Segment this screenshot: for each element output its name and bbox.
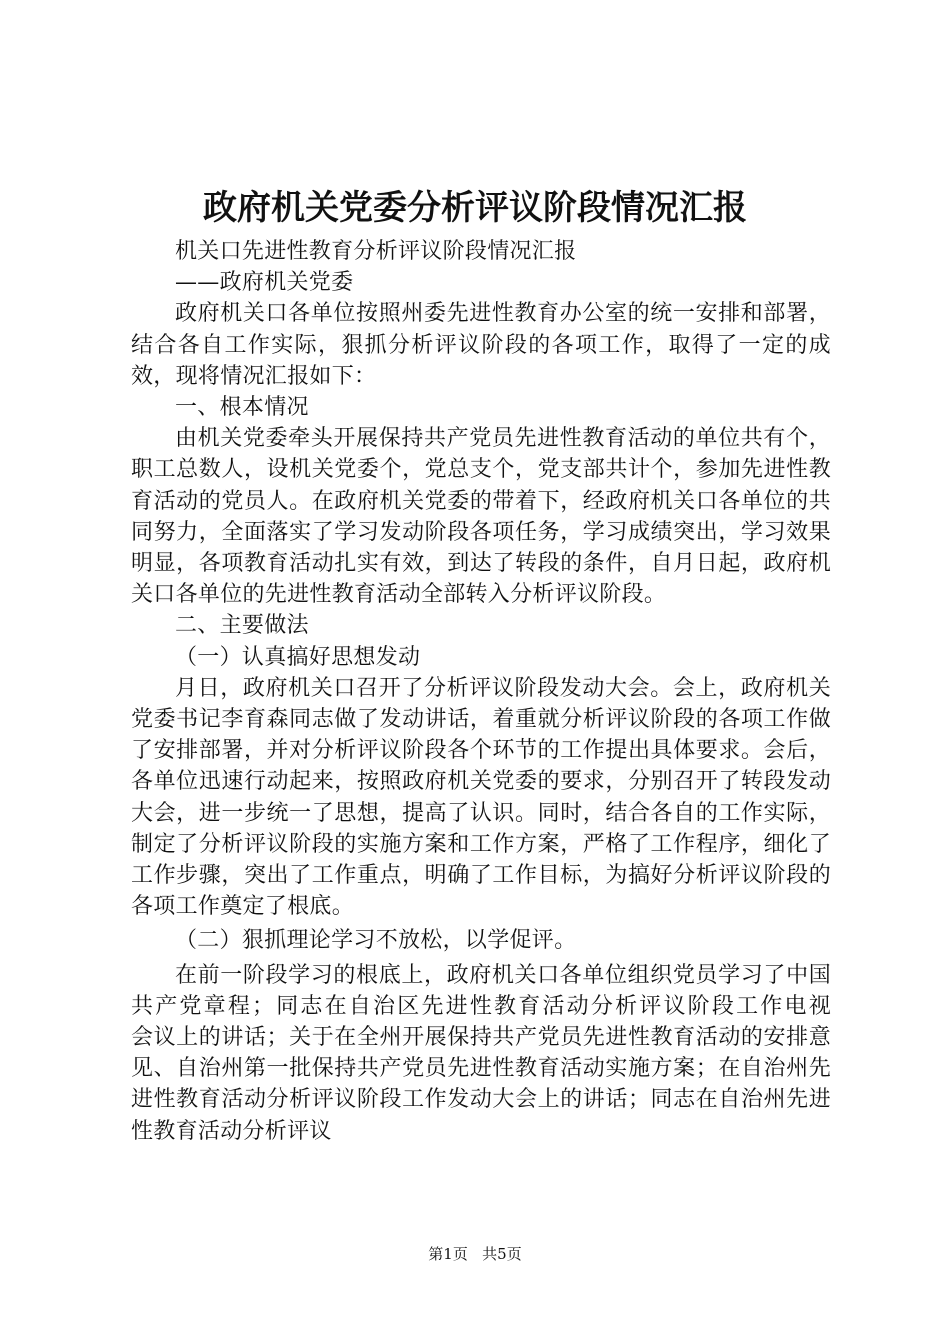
subtitle-paragraph: 机关口先进性教育分析评议阶段情况汇报 (175, 239, 577, 264)
section-heading-basic: 一、根本情况 (175, 395, 309, 421)
document-title: 政府机关党委分析评议阶段情况汇报 (203, 188, 747, 228)
page-number: 第1页 (428, 1245, 468, 1263)
page-total: 共5页 (482, 1245, 522, 1263)
section-heading-methods: 二、主要做法 (175, 613, 309, 639)
intro-paragraph: 政府机关口各单位按照州委先进性教育办公室的统一安排和部署，结合各自工作实际，狠抓分析评议阶段的各项工作，取得了一定的成效，现将情况汇报如下： (131, 301, 831, 389)
subsection-heading-2: （二）狠抓理论学习不放松，以学促评。 (175, 928, 577, 954)
author-line: ——政府机关党委 (175, 270, 354, 296)
document-body (131, 236, 876, 1147)
mobilization-paragraph: 月日，政府机关口召开了分析评议阶段发动大会。会上，政府机关党委书记李育森同志做了发动讲话，着重就分析评议阶段的各项工作做了安排部署，并对分析评议阶段各个环节的工作提出具体要求。会后，各单位迅速行动起来，按照政府机关党委的要求，分别召开了转段发动大会，进一步统一了思想，提高了认识。同时，结合各自的工作实际，制定了分析评议阶段的实施方案和工作方案，严格了工作程序，细化了工作步骤，突出了工作重点，明确了工作目标，为搞好分析评议阶段的各项工作奠定了根底。 (131, 675, 831, 920)
basic-situation-paragraph: 由机关党委牵头开展保持共产党员先进性教育活动的单位共有个，职工总数人，设机关党委个，党总支个，党支部共计个，参加先进性教育活动的党员人。在政府机关党委的带着下，经政府机关口各单位的共同努力，全面落实了学习发动阶段各项任务，学习成绩突出，学习效果明显，各项教育活动扎实有效，到达了转段的条件，自月日起，政府机关口各单位的先进性教育活动全部转入分析评议阶段。 (131, 426, 831, 608)
study-paragraph: 在前一阶段学习的根底上，政府机关口各单位组织党员学习了中国共产党章程；同志在自治区先进性教育活动分析评议阶段工作电视 会议上的讲话；关于在全州开展保持共产党员先进性教育活动的安排意见、自治州第一批保持共产党员先进性教育活动实施方案；在自治州先进性教育活动分析评议阶段工作发动大会上的讲话；同志在自治州先进性教育活动分析评议 (131, 962, 876, 1144)
subsection-heading-1: （一）认真搞好思想发动 (175, 644, 421, 670)
page-footer (0, 1244, 950, 1264)
